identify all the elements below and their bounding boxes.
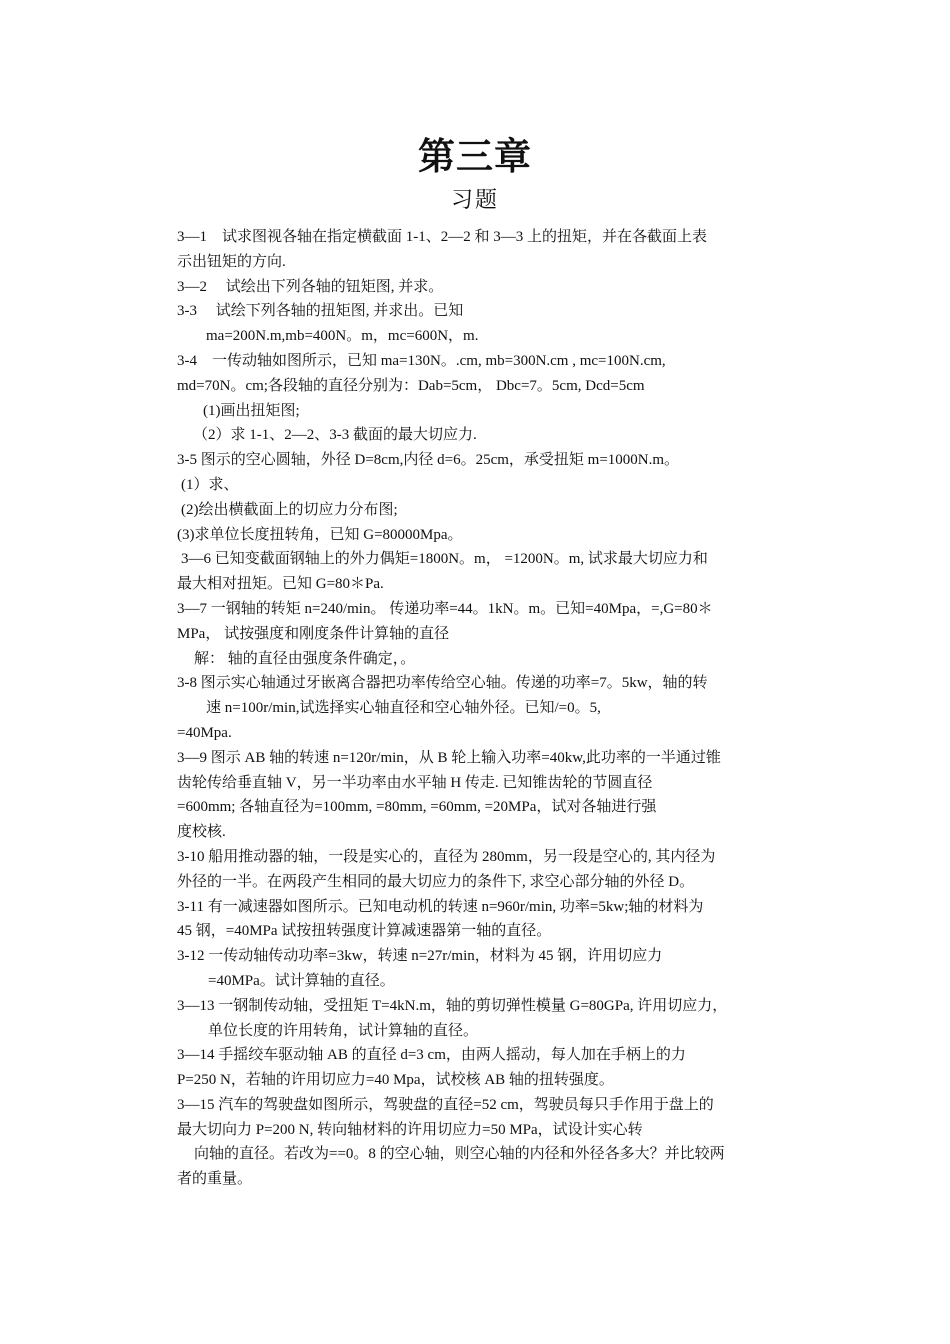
text-line: 3—13 一钢制传动轴，受扭矩 T=4kN.m，轴的剪切弹性模量 G=80GPa, 许用切应力， <box>177 997 728 1014</box>
text-line: 3—2 试绘出下列各轴的钮矩图, 并求。 <box>177 278 444 295</box>
text-line: (1）求、 <box>181 476 239 493</box>
text-line: 3-11 有一减速器如图所示。已知电动机的转速 n=960r/min, 功率=5kw;轴的材料为 <box>177 898 704 915</box>
text-line: 3—15 汽车的驾驶盘如图所示，驾驶盘的直径=52 cm，驾驶员每只手作用于盘上的 <box>177 1096 714 1113</box>
text-line: 解： 轴的直径由强度条件确定，。 <box>194 650 416 667</box>
text-line: 外径的一半。在两段产生相同的最大切应力的条件下, 求空心部分轴的外径 D。 <box>177 873 695 890</box>
text-line: 单位长度的许用转角，试计算轴的直径。 <box>208 1022 479 1039</box>
text-line: 3-3 试绘下列各轴的扭矩图, 并求出。已知 <box>177 303 464 320</box>
text-line: MPa， 试按强度和刚度条件计算轴的直径 <box>177 625 450 642</box>
text-line: 3—1 试求图视各轴在指定横截面 1-1、2—2 和 3—3 上的扭矩，并在各截面上表 <box>177 229 707 245</box>
text-line: 最大相对扭矩。已知 G=80＊Pa. <box>177 576 384 593</box>
text-line: 度校核. <box>177 824 226 841</box>
text-line: md=70N。cm;各段轴的直径分别为：Dab=5cm， Dbc=7。5cm, Dcd=5cm <box>177 377 645 394</box>
text-line: 45 钢，=40MPa 试按扭转强度计算减速器第一轴的直径。 <box>177 923 552 940</box>
text-line: (1)画出扭矩图; <box>203 402 300 419</box>
text-line: 3-10 船用推动器的轴，一段是实心的，直径为 280mm，另一段是空心的, 其内径为 <box>177 848 716 865</box>
text-line: (2)绘出横截面上的切应力分布图; <box>181 501 398 518</box>
text-line: 齿轮传给垂直轴 V，另一半功率由水平轴 H 传走. 已知锥齿轮的节圆直径 <box>177 774 653 791</box>
text-line: 3-4 一传动轴如图所示，已知 ma=130N。.cm, mb=300N.cm , mc=100N.cm, <box>177 352 666 369</box>
section-title: 习题 <box>450 188 499 213</box>
text-line: 示出钮矩的方向. <box>177 253 286 270</box>
text-line: 最大切向力 P=200 N, 转向轴材料的许用切应力=50 MPa，试设计实心转 <box>177 1121 643 1138</box>
text-line: 3—6 已知变截面钢轴上的外力偶矩=1800N。m， =1200N。m, 试求最大切应力和 <box>181 551 708 568</box>
text-line: =40Mpa. <box>177 724 232 741</box>
text-line: (3)求单位长度扭转角，已知 G=80000Mpa。 <box>177 526 463 543</box>
text-line: 向轴的直径。若改为==0。8 的空心轴，则空心轴的内径和外径各多大？并比较两 <box>194 1146 725 1163</box>
text-line: 3-8 图示实心轴通过牙嵌离合器把功率传给空心轴。传递的功率=7。5kw，轴的转 <box>177 675 708 692</box>
text-line: 3—7 一钢轴的转矩 n=240/min。 传递功率=44。1kN。m。已知=40Mpa，=,G=80＊ <box>177 600 713 617</box>
chapter-title: 第三章 <box>418 135 532 178</box>
text-line: 3-5 图示的空心圆轴，外径 D=8cm,内径 d=6。25cm，承受扭矩 m=1000N.m。 <box>177 452 680 469</box>
text-line: ma=200N.m,mb=400N。m，mc=600N，m. <box>206 328 479 345</box>
exercise-list <box>177 225 792 1192</box>
text-line: 速 n=100r/min,试选择实心轴直径和空心轴外径。已知/=0。5, <box>206 700 601 717</box>
text-line: 3-12 一传动轴传动功率=3kw，转速 n=27r/min，材料为 45 钢，许用切应力 <box>177 948 663 965</box>
text-line: P=250 N，若轴的许用切应力=40 Mpa，试校核 AB 轴的扭转强度。 <box>177 1072 614 1089</box>
text-line: =40MPa。试计算轴的直径。 <box>208 972 395 989</box>
text-line: 3—9 图示 AB 轴的转速 n=120r/min，从 B 轮上输入功率=40kw,此功率的一半通过锥 <box>177 749 721 766</box>
text-line: （2）求 1-1、2—2、3-3 截面的最大切应力. <box>193 427 477 444</box>
text-line: 3—14 手摇绞车驱动轴 AB 的直径 d=3 cm，由两人摇动，每人加在手柄上的力 <box>177 1047 686 1064</box>
text-line: 者的重量。 <box>177 1171 253 1188</box>
text-line: =600mm; 各轴直径为=100mm, =80mm, =60mm, =20MPa，试对各轴进行强 <box>177 799 657 816</box>
